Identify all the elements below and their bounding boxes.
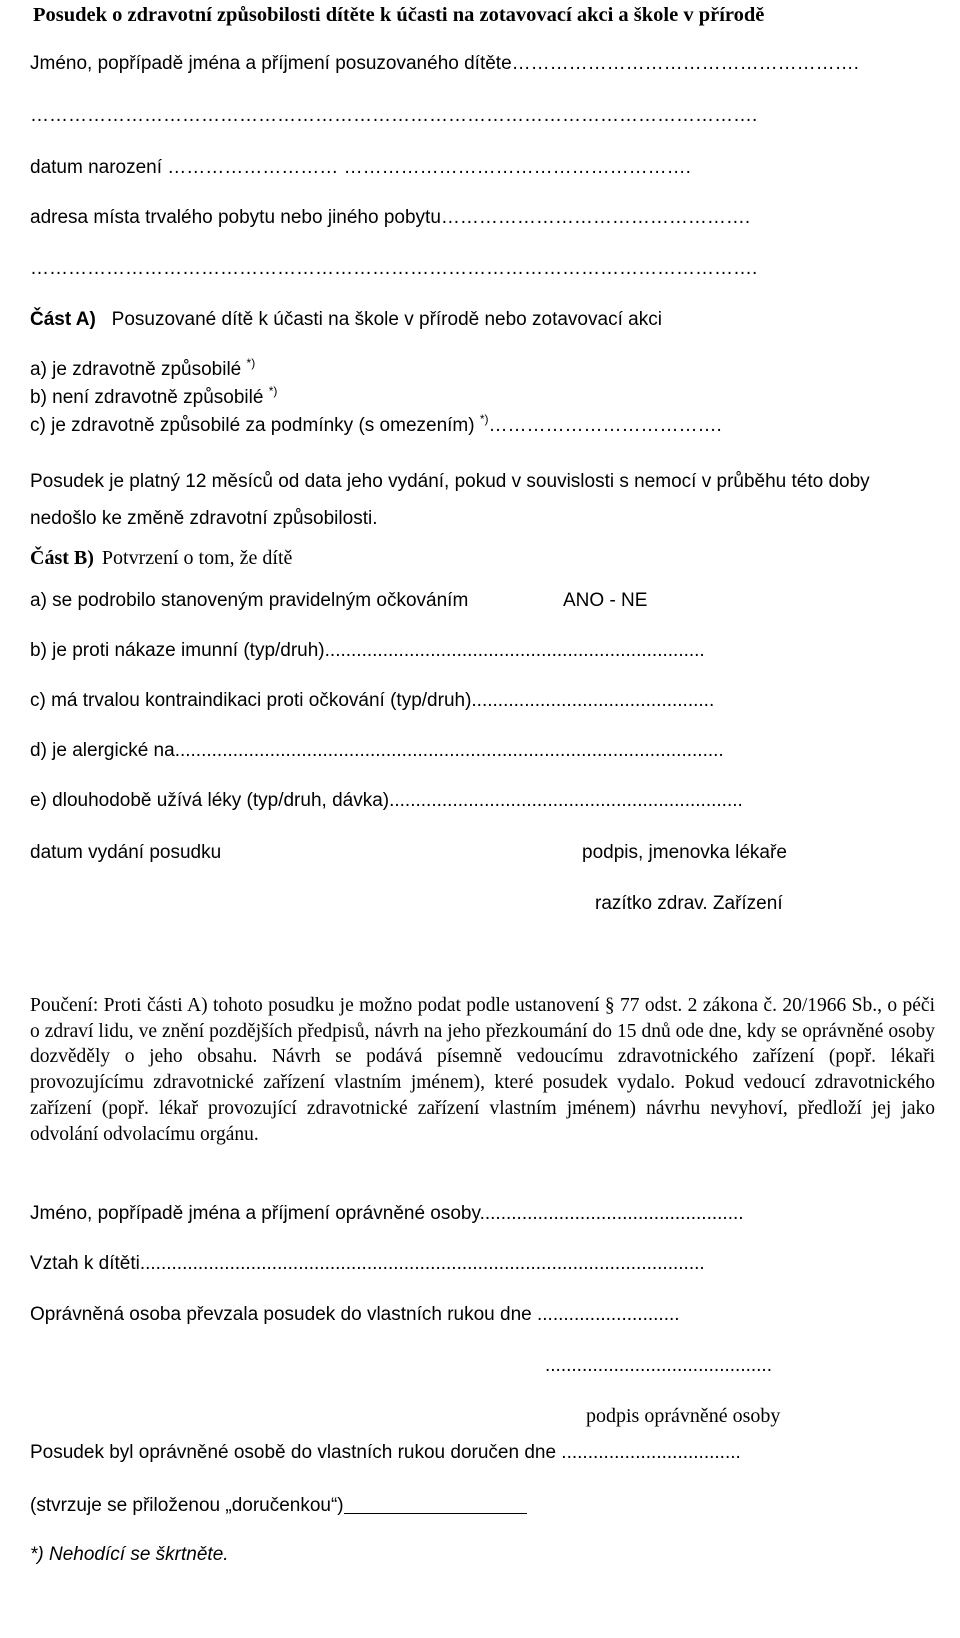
received-date-field: Oprávněná osoba převzala posudek do vlastních rukou dne ........................... — [30, 1304, 680, 1325]
part-b-heading-text: Potvrzení o tom, že dítě — [101, 547, 293, 569]
part-a-heading-text: Posuzované dítě k účasti na škole v přírodě nebo zotavovací akci — [111, 309, 662, 330]
allergy-field: d) je alergické na........................................................................................................ — [30, 740, 724, 761]
address-continuation: ……………………………………………………………………………………………………. — [30, 258, 758, 279]
footnote-marker: *) — [268, 384, 278, 398]
footnote-marker: *) — [246, 356, 256, 370]
relation-field: Vztah k dítěti........................................................................................................... — [30, 1253, 705, 1274]
part-b-label: Část B) — [30, 547, 94, 569]
option-b-label: b) není zdravotně způsobilé — [30, 387, 264, 408]
child-name-field: Jméno, popřípadě jména a příjmení posuzovaného dítěte………………………………………………. — [30, 53, 859, 74]
address-field: adresa místa trvalého pobytu nebo jiného pobytu…………………………………………. — [30, 207, 751, 228]
birth-date-field: datum narození ……………………… ………………………………………………. — [30, 157, 691, 178]
option-b — [30, 384, 278, 409]
stamp-label: razítko zdrav. Zařízení — [595, 893, 783, 914]
delivered-date-field: Posudek byl oprávněné osobě do vlastních rukou doručen dne .................................. — [30, 1442, 741, 1463]
vaccination-label: a) se podrobilo stanoveným pravidelným očkováním — [30, 590, 469, 611]
validity-statement: Posudek je platný 12 měsíců od data jeho vydání, pokud v souvislosti s nemocí v průběhu této doby nedošlo ke změně zdravotní způsobilosti. — [30, 471, 870, 529]
part-a-heading — [30, 309, 662, 331]
authorized-signature-dots: ........................................... — [545, 1355, 772, 1376]
delivery-confirmation — [30, 1495, 527, 1517]
vaccination-value: ANO - NE — [563, 590, 648, 611]
option-a — [30, 356, 256, 381]
doctor-signature-label: podpis, jmenovka lékaře — [582, 842, 787, 863]
option-a-label: a) je zdravotně způsobilé — [30, 359, 242, 380]
medication-field: e) dlouhodobě užívá léky (typ/druh, dávka)................................................................... — [30, 790, 743, 811]
option-c — [30, 412, 722, 437]
option-c-dots: ………………………………. — [488, 415, 722, 436]
child-name-continuation: ……………………………………………………………………………………………………. — [30, 105, 758, 126]
contraindication-field: c) má trvalou kontraindikaci proti očkování (typ/druh).............................................. — [30, 690, 715, 711]
legal-notice: Poučení: Proti části A) tohoto posudku je možno podat podle ustanovení § 77 odst. 2 zákona č. 20/1966 Sb., o péči o zdraví lidu, ve znění pozdějších předpisů, návrh na jeho přezkoumání do 15 dnů ode dne, kdy se oprávněné osoby dozvěděly o jeho obsahu. Návrh se podává písemně vedoucímu zdravotnického zařízení (popř. lékaři provozujícímu zdravotnické zařízení vlastním jménem), které posudek vydalo. Pokud vedoucí zdravotnického zařízení (popř. lékař provozující zdravotnické zařízení vlastním jménem) návrhu nevyhoví, předloží jej jako odvolání odvolacímu orgánu. — [30, 995, 935, 1145]
part-b-heading — [30, 547, 292, 570]
delivery-receipt-line — [344, 1495, 527, 1514]
part-a-label: Část A) — [30, 309, 96, 330]
footnote: *) Nehodící se škrtněte. — [30, 1544, 229, 1565]
document-title: Posudek o zdravotní způsobilosti dítěte k účasti na zotavovací akci a škole v přírodě — [33, 4, 765, 26]
delivery-confirmation-text: (stvrzuje se přiloženou „doručenkou“) — [30, 1495, 344, 1516]
footnote-marker: *) — [479, 412, 489, 426]
option-c-label: c) je zdravotně způsobilé za podmínky (s omezením) — [30, 415, 475, 436]
immunity-field: b) je proti nákaze imunní (typ/druh)........................................................................ — [30, 640, 705, 661]
authorized-name-field: Jméno, popřípadě jména a příjmení oprávněné osoby.................................................. — [30, 1203, 744, 1224]
authorized-signature-label: podpis oprávněné osoby — [586, 1405, 781, 1427]
issue-date-label: datum vydání posudku — [30, 842, 222, 863]
